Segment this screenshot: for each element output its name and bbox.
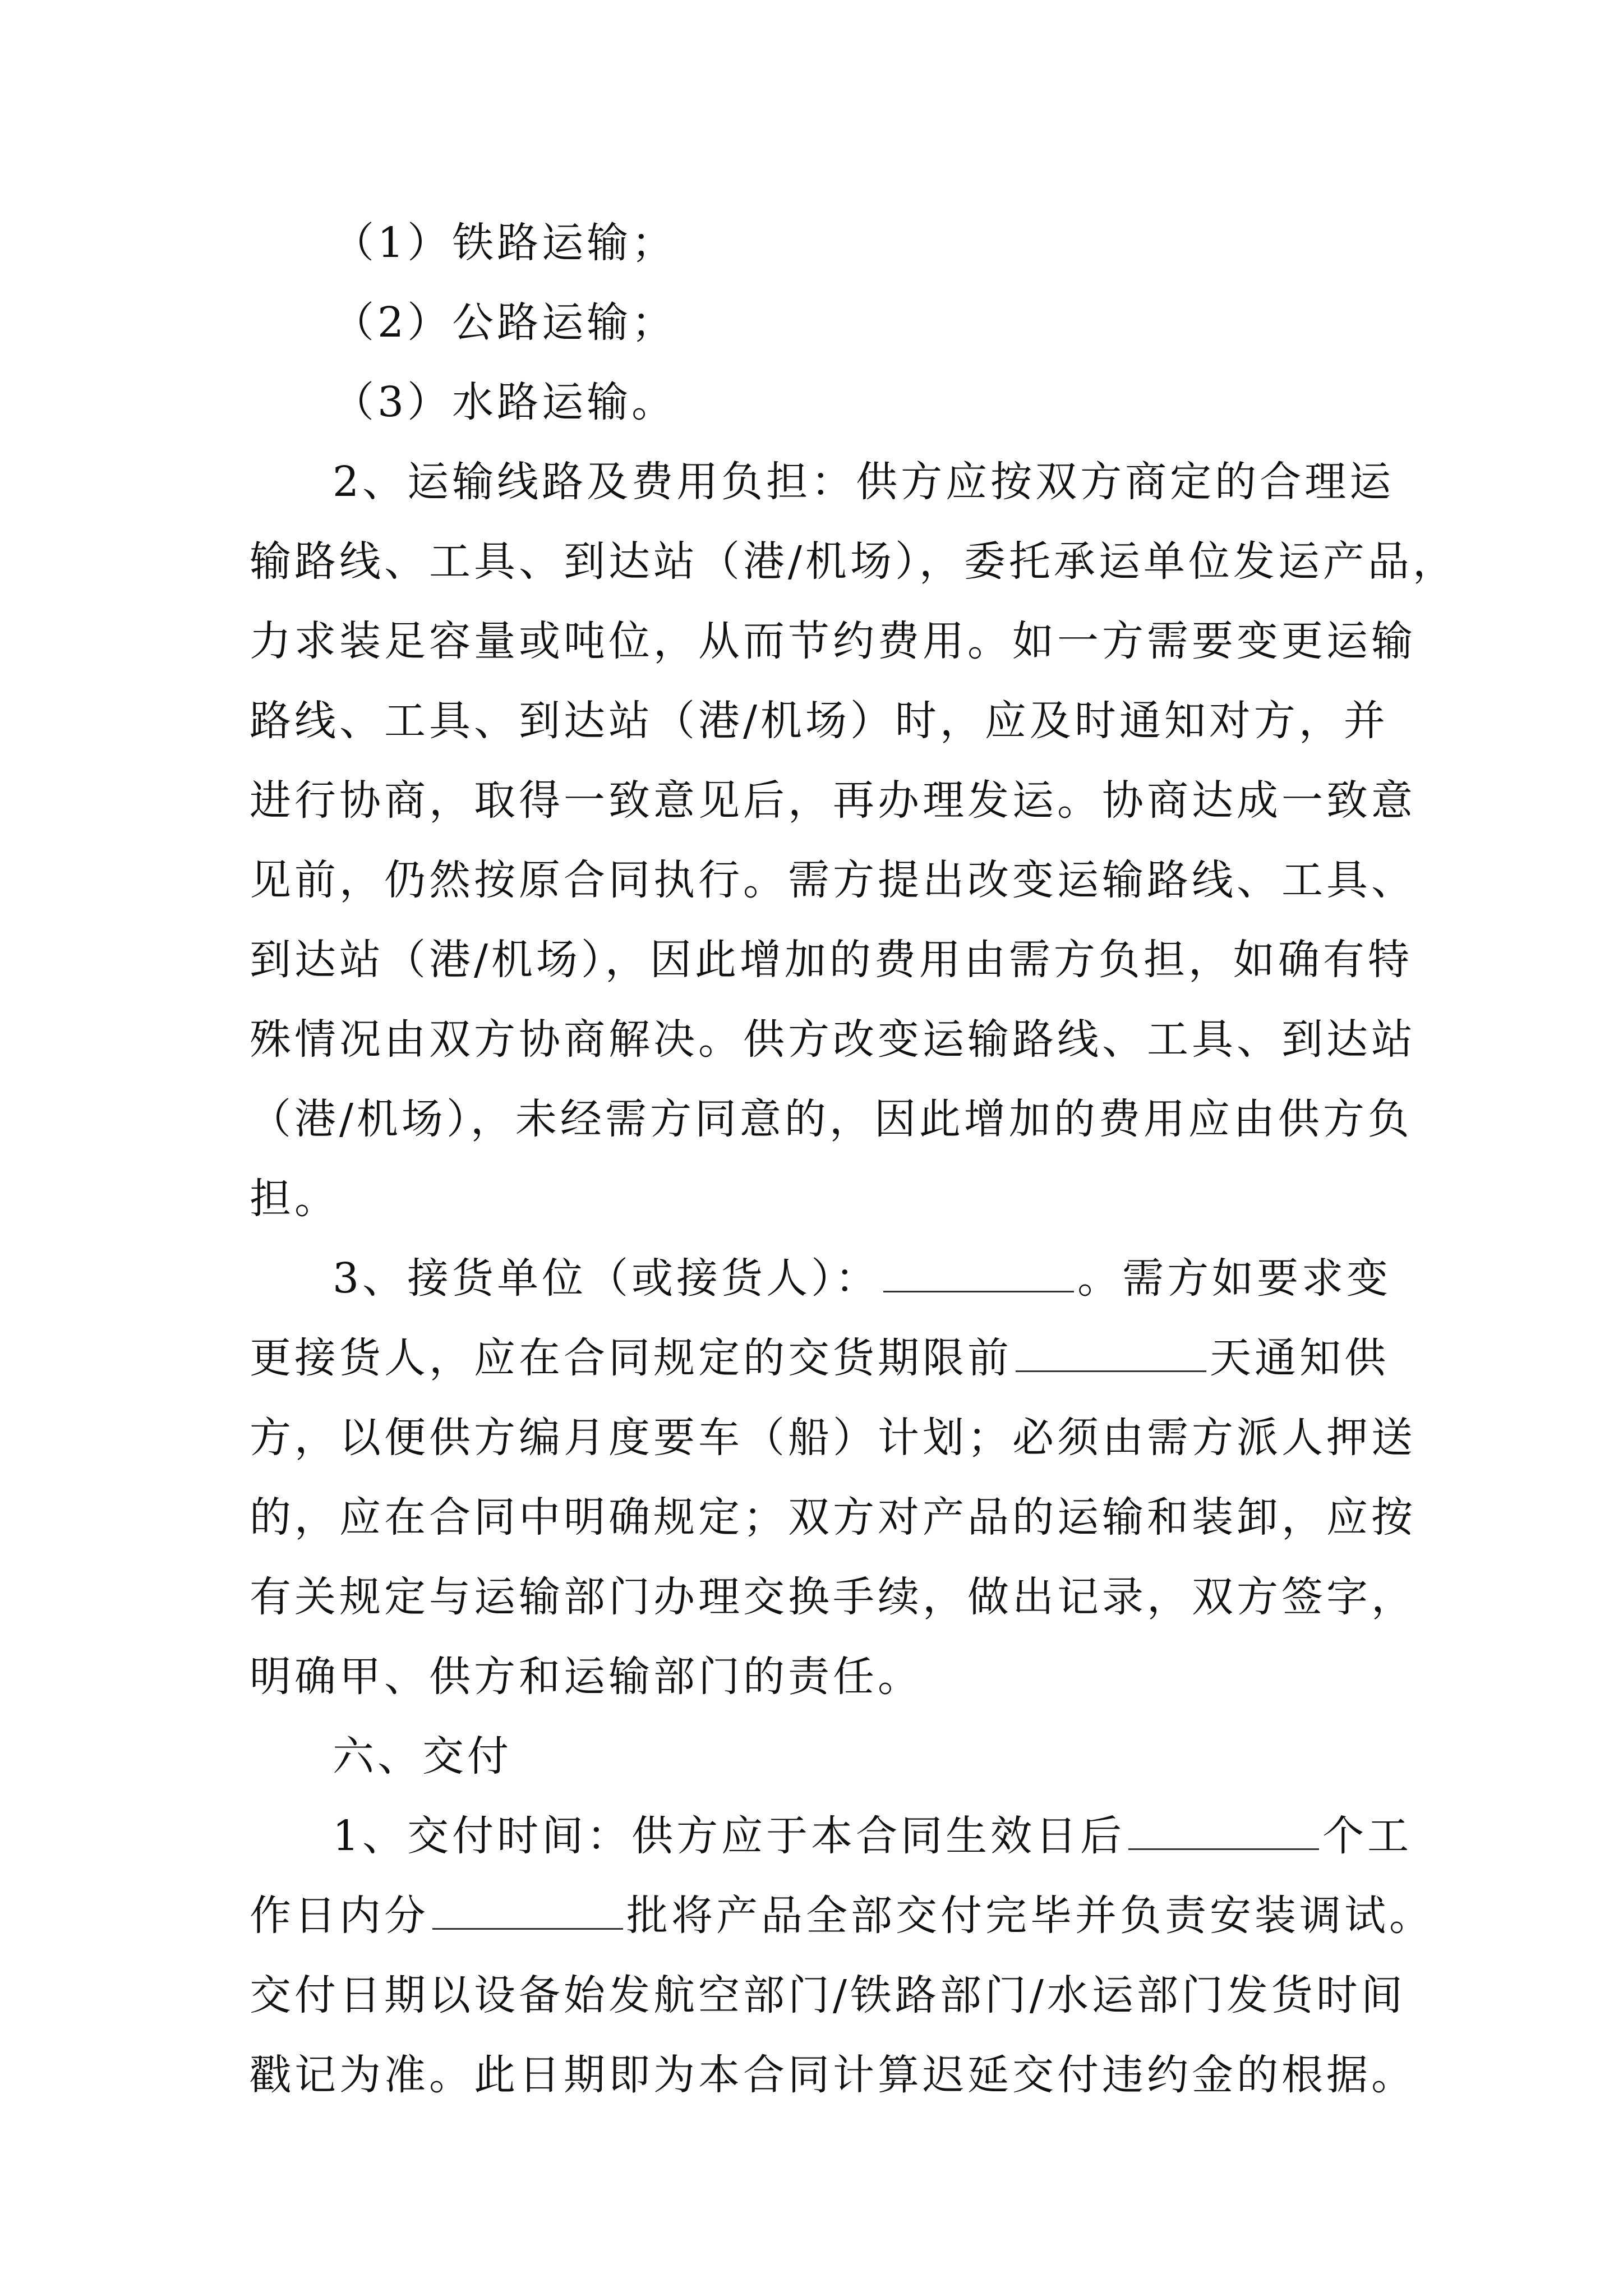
delivery-time-after: 个工	[1322, 1812, 1413, 1860]
batches-blank[interactable]	[432, 1893, 623, 1930]
working-days-blank[interactable]	[1128, 1814, 1319, 1850]
route-paragraph-line: （港/机场），未经需方同意的，因此增加的费用应由供方负	[250, 1095, 1413, 1143]
batches-label: 作日内分	[250, 1892, 429, 1940]
route-paragraph-line: 到达站（港/机场），因此增加的费用由需方负担，如确有特	[250, 936, 1413, 984]
consignee-paragraph-line: 明确甲、供方和运输部门的责任。	[250, 1653, 923, 1701]
route-paragraph-line: 进行协商，取得一致意见后，再办理发运。协商达成一致意	[250, 776, 1416, 825]
route-paragraph-line: 输路线、工具、到达站（港/机场），委托承运单位发运产品，	[250, 537, 1458, 586]
notice-after: 天通知供	[1210, 1334, 1389, 1382]
consignee-line-2	[250, 1318, 1388, 1398]
route-paragraph-line: 见前，仍然按原合同执行。需方提出改变运输路线、工具、	[250, 856, 1416, 904]
delivery-paragraph-line: 戳记为准。此日期即为本合同计算迟延交付违约金的根据。	[250, 2051, 1416, 2099]
section-heading: 六、交付	[333, 1732, 512, 1780]
notice-label: 更接货人，应在合同规定的交货期限前	[250, 1334, 1012, 1382]
consignee-paragraph-line: 的，应在合同中明确规定；双方对产品的运输和装卸，应按	[250, 1493, 1416, 1542]
batches-after: 批将产品全部交付完毕并负责安装调试。	[626, 1892, 1434, 1940]
contract-text	[250, 203, 1458, 2115]
consignee-paragraph-line: 方，以便供方编月度要车（船）计划；必须由需方派人押送	[250, 1414, 1416, 1462]
route-paragraph-line: 路线、工具、到达站（港/机场）时，应及时通知对方，并	[250, 697, 1389, 745]
delivery-time-label: 1、交付时间：供方应于本合同生效日后	[333, 1812, 1126, 1860]
route-paragraph-line: 担。	[250, 1175, 339, 1223]
transport-mode-rail: （1）铁路运输；	[333, 219, 677, 267]
consignee-paragraph-line: 有关规定与运输部门办理交换手续，做出记录，双方签字，	[250, 1573, 1416, 1621]
consignee-after: 。需方如要求变	[1077, 1254, 1392, 1303]
route-paragraph-line: 力求装足容量或吨位，从而节约费用。如一方需要变更运输	[250, 617, 1416, 665]
delivery-line-1	[250, 1796, 1413, 1876]
notice-days-blank[interactable]	[1016, 1336, 1206, 1372]
delivery-paragraph-line: 交付日期以设备始发航空部门/铁路部门/水运部门发货时间	[250, 1971, 1406, 2019]
delivery-line-2	[250, 1876, 1434, 1955]
consignee-blank[interactable]	[883, 1256, 1074, 1292]
transport-mode-water: （3）水路运输。	[333, 378, 677, 426]
transport-mode-road: （2）公路运输；	[333, 298, 677, 347]
consignee-label: 3、接货单位（或接货人）：	[333, 1254, 880, 1303]
consignee-line-1	[250, 1239, 1392, 1318]
route-paragraph-line: 2、运输线路及费用负担：供方应按双方商定的合理运	[333, 458, 1395, 506]
route-paragraph-line: 殊情况由双方协商解决。供方改变运输路线、工具、到达站	[250, 1015, 1416, 1064]
